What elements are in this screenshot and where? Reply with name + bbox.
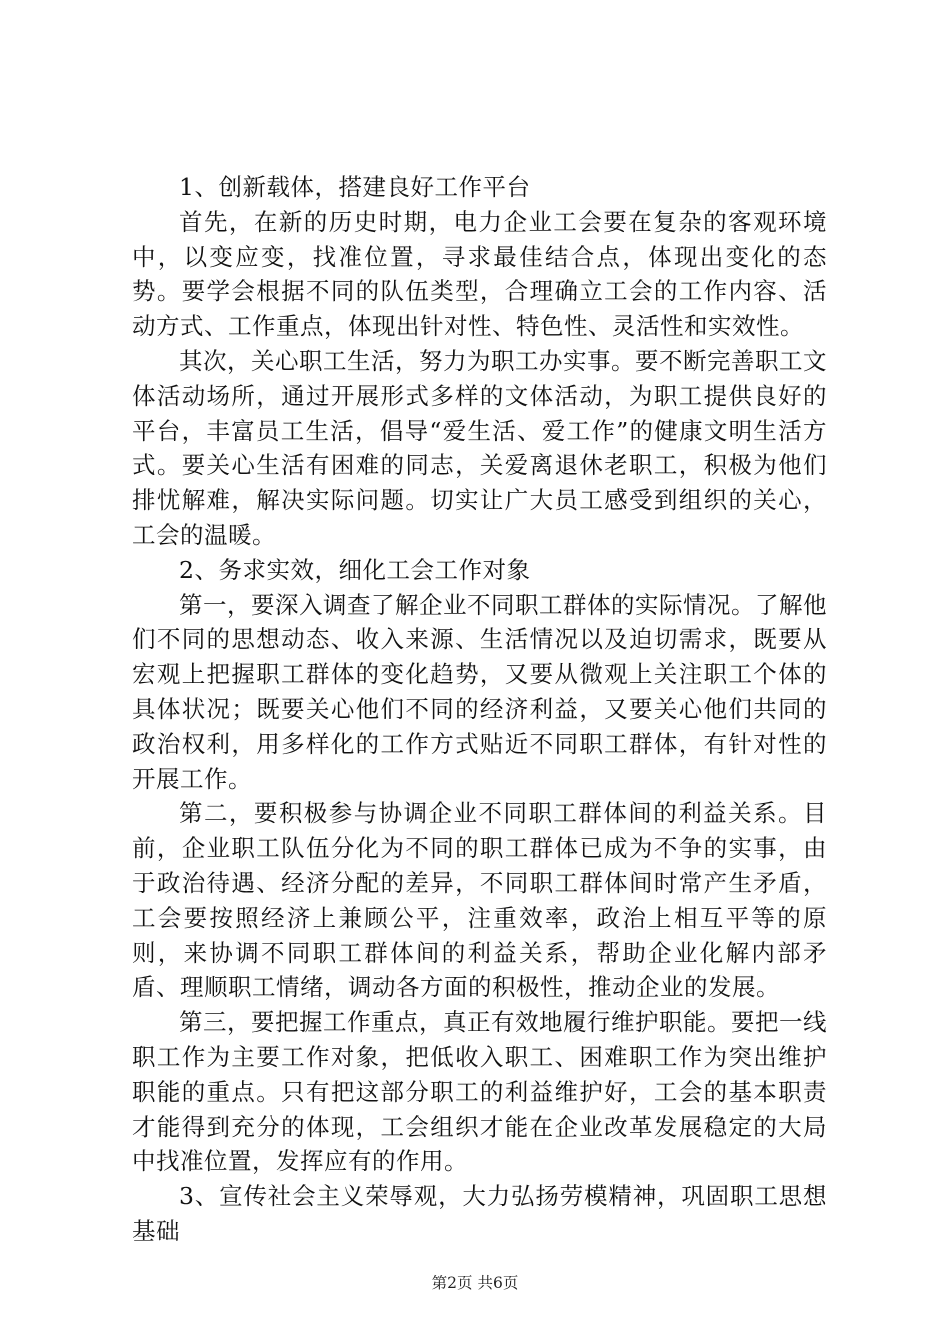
body-paragraph: 首先，在新的历史时期，电力企业工会要在复杂的客观环境中，以变应变，找准位置，寻求最佳结合点，体现出变化的态势。要学会根据不同的队伍类型，合理确立工会的工作内容、活动方式、工作重点，体现出针对性、特色性、灵活性和实效性。 — [132, 207, 827, 341]
page-footer — [0, 1273, 950, 1293]
body-paragraph: 第二，要积极参与协调企业不同职工群体间的利益关系。目前，企业职工队伍分化为不同的职工群体已成为不争的实事，由于政治待遇、经济分配的差异，不同职工群体间时常产生矛盾，工会要按照经济上兼顾公平，注重效率，政治上相互平等的原则，来协调不同职工群体间的利益关系，帮助企业化解内部矛盾、理顺职工情绪，调动各方面的积极性，推动企业的发展。 — [132, 799, 827, 1002]
section-heading-2: 2、务求实效，细化工会工作对象 — [179, 555, 531, 584]
page-number: 第2页 — [431, 1274, 473, 1292]
document-body — [132, 170, 827, 1249]
section-heading-1: 1、创新载体，搭建良好工作平台 — [179, 173, 531, 201]
body-paragraph: 第一，要深入调查了解企业不同职工群体的实际情况。了解他们不同的思想动态、收入来源、生活情况以及迫切需求，既要从宏观上把握职工群体的变化趋势，又要从微观上关注职工个体的具体状况；既要关心他们不同的经济利益，又要关心他们共同的政治权利，用多样化的工作方式贴近不同职工群体，有针对性的开展工作。 — [132, 590, 827, 793]
body-paragraph: 其次，关心职工生活，努力为职工办实事。要不断完善职工文体活动场所，通过开展形式多样的文体活动，为职工提供良好的平台，丰富员工生活，倡导“爱生活、爱工作”的健康文明生活方式。要关心生活有困难的同志，关爱离退休老职工，积极为他们排忧解难，解决实际问题。切实让广大员工感受到组织的关心，工会的温暖。 — [132, 346, 827, 549]
body-paragraph: 第三，要把握工作重点，真正有效地履行维护职能。要把一线职工作为主要工作对象，把低收入职工、困难职工作为突出维护职能的重点。只有把这部分职工的利益维护好，工会的基本职责才能得到充分的体现，工会组织才能在企业改革发展稳定的大局中找准位置，发挥应有的作用。 — [132, 1008, 827, 1176]
section-heading-3: 3、宣传社会主义荣辱观，大力弘扬劳模精神，巩固职工思想基础 — [132, 1182, 827, 1245]
page-total: 共6页 — [477, 1274, 519, 1292]
